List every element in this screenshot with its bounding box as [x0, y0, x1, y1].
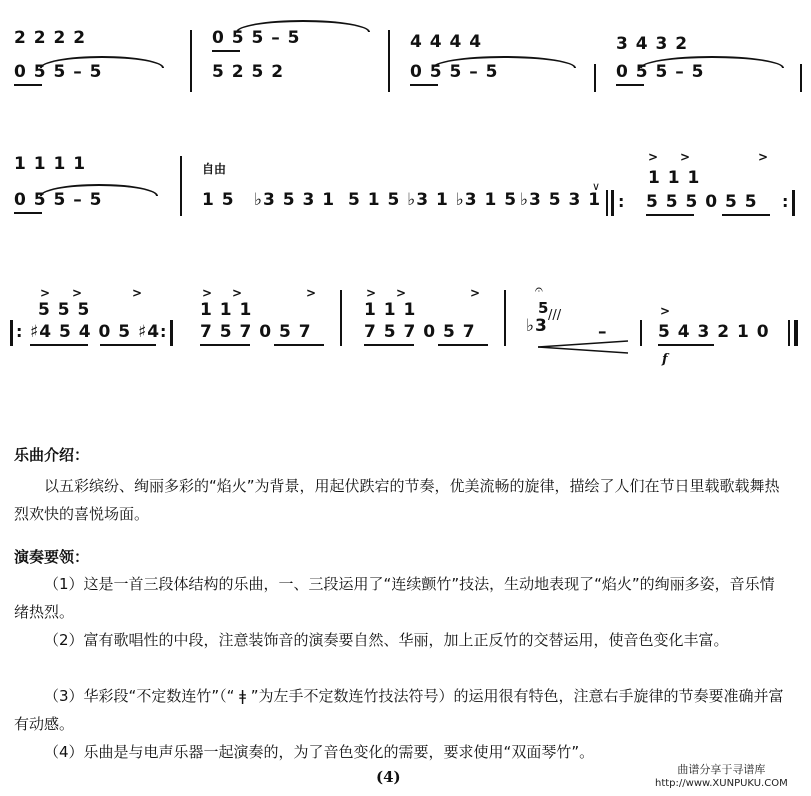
page-number: (4) — [376, 768, 401, 786]
repeat-barline — [611, 190, 614, 216]
accent-mark: > — [202, 286, 213, 300]
row1-m1-lower: 0 5 5 – 5 — [14, 62, 103, 82]
barline — [340, 290, 342, 346]
accent-mark: > — [132, 286, 143, 300]
row1-m3-lower: 0 5 5 – 5 — [410, 62, 499, 82]
row1-m4-upper: 3 4 3 2 — [616, 34, 689, 54]
tempo-marking: 自由 — [202, 162, 227, 176]
watermark-url: http://www.XUNPUKU.COM — [655, 778, 788, 789]
barline — [606, 190, 608, 216]
row2-rep-lower: 5 5 5 0 5 5 — [646, 192, 758, 212]
row2-m1-underline — [14, 212, 42, 214]
accent-mark: > — [396, 286, 407, 300]
row3-m3-upper: 1 1 1 — [364, 300, 417, 320]
row3-m1-upper: 5 5 5 — [38, 300, 91, 320]
row1-m2-lower: 5 2 5 2 — [212, 62, 285, 82]
repeat-dots: : — [160, 322, 167, 341]
row1-m4-tie — [640, 56, 784, 68]
tremolo-icon: /// — [548, 308, 562, 323]
tip-item-4: （4）乐曲是与电声乐器一起演奏的，为了音色变化的需要，要求使用“双面琴竹”。 — [44, 743, 595, 761]
rep-underline — [100, 344, 156, 346]
barline — [388, 30, 390, 92]
accent-mark: > — [306, 286, 317, 300]
final-barline — [794, 320, 798, 346]
tips-title: 演奏要领： — [14, 548, 90, 566]
cadenza-group-5: ♭3 5 3 1 — [520, 190, 602, 210]
cadenza-group-4: 1 ♭3 1 5 — [436, 190, 518, 210]
row3-m5-lower: 5 4 3 2 1 0 — [658, 322, 770, 342]
accent-mark: > — [648, 150, 659, 164]
row1-m1-tie — [40, 56, 164, 68]
row3-m4-dash: – — [598, 322, 608, 342]
row1-m2-tie — [236, 20, 370, 32]
accent-mark: > — [40, 286, 51, 300]
accent-mark: > — [660, 304, 671, 318]
m5-underline — [658, 344, 714, 346]
row1-m3-tie — [432, 56, 576, 68]
row1-m4-lower: 0 5 5 – 5 — [616, 62, 705, 82]
tip-item-3: （3）华彩段“不定数连竹”（“ ǂ ”为左手不定数连竹技法符号）的运用很有特色，注意右手旋律的节奏要准确并富有动感。 — [14, 687, 784, 733]
rep-underline — [30, 344, 88, 346]
accent-mark: > — [680, 150, 691, 164]
fermata-icon: 𝄐 — [535, 282, 543, 298]
rep-underline — [646, 214, 694, 216]
dynamic-forte: f — [662, 352, 668, 367]
cadenza-group-2: ♭3 5 3 1 — [254, 190, 336, 210]
rep-underline — [722, 214, 770, 216]
intro-title: 乐曲介绍： — [14, 446, 90, 464]
rep-underline — [200, 344, 250, 346]
final-barline — [788, 320, 790, 346]
row1-m2-underline — [212, 50, 240, 52]
intro-text: 以五彩缤纷、绚丽多彩的“焰火”为背景，用起伏跌宕的节奏，优美流畅的旋律，描绘了人们在节日里载歌载舞热烈欢快的喜悦场面。 — [14, 477, 780, 523]
accent-mark: > — [366, 286, 377, 300]
decrescendo-icon — [538, 340, 630, 354]
row2-rep-upper: 1 1 1 — [648, 168, 701, 188]
accent-mark: > — [72, 286, 83, 300]
row3-m1-lower: ♯4 5 4 0 5 ♯4 — [30, 322, 161, 342]
watermark — [655, 763, 788, 791]
row2-m1-upper: 1 1 1 1 — [14, 154, 87, 174]
row3-m4-lower: ♭3 — [526, 316, 548, 336]
row3-m3-lower: 7 5 7 0 5 7 — [364, 322, 476, 342]
row1-m1-underline — [14, 84, 42, 86]
rep-underline — [274, 344, 324, 346]
row2-m1-lower: 0 5 5 – 5 — [14, 190, 103, 210]
repeat-dots: : — [16, 322, 23, 341]
row1-m3-upper: 4 4 4 4 — [410, 32, 483, 52]
tip-item-1: （1）这是一首三段体结构的乐曲，一、三段运用了“连续颤竹”技法，生动地表现了“焰火”的绚丽多姿，音乐情绪热烈。 — [14, 575, 775, 621]
row3-m4-upper: 5 — [538, 299, 550, 317]
row3-m2-upper: 1 1 1 — [200, 300, 253, 320]
rep-underline — [438, 344, 488, 346]
row1-m4-underline — [616, 84, 644, 86]
accent-mark: > — [232, 286, 243, 300]
cadenza-group-1: 1 5 — [202, 190, 235, 210]
barline — [180, 156, 182, 216]
watermark-line1: 曲谱分享于寻谱库 — [677, 763, 766, 776]
breath-mark: ∨ — [592, 180, 601, 193]
row1-m1-upper: 2 2 2 2 — [14, 28, 87, 48]
cadenza-group-3: 5 1 5 ♭3 — [348, 190, 430, 210]
accent-mark: > — [470, 286, 481, 300]
row1-m3-underline — [410, 84, 438, 86]
repeat-barline — [170, 320, 173, 346]
barline — [504, 290, 506, 346]
barline — [594, 64, 596, 92]
row3-m2-lower: 7 5 7 0 5 7 — [200, 322, 312, 342]
repeat-barline — [792, 190, 795, 216]
barline — [800, 64, 802, 92]
accent-mark: > — [758, 150, 769, 164]
barline — [640, 320, 642, 346]
repeat-dots: : — [618, 192, 625, 211]
row2-m1-tie — [40, 184, 158, 196]
tip-item-2: （2）富有歌唱性的中段，注意装饰音的演奏要自然、华丽，加上正反竹的交替运用，使音色变化丰富。 — [44, 631, 729, 649]
repeat-barline — [10, 320, 13, 346]
barline — [190, 30, 192, 92]
row1-m2-upper: 0 5 5 – 5 — [212, 28, 301, 48]
repeat-dots: : — [782, 192, 789, 211]
rep-underline — [364, 344, 414, 346]
